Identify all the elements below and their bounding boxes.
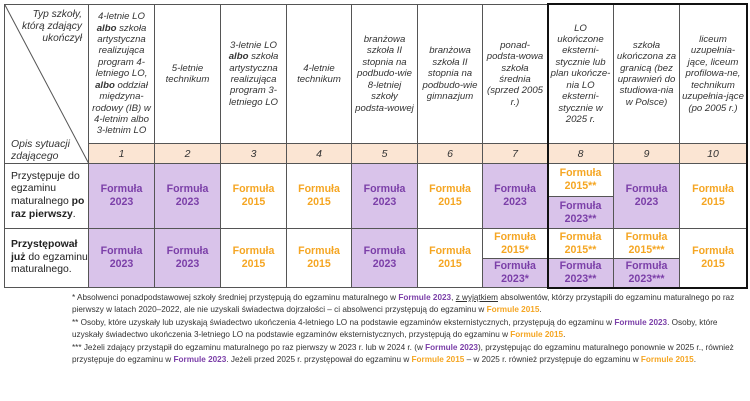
formula-label: Formuła 2015: [429, 245, 471, 270]
formula-label: Formuła 2023: [625, 183, 668, 208]
formula-label: Formuła 2023: [166, 245, 209, 270]
formula-label: Formuła 2015: [429, 183, 471, 208]
column-number-4: 4: [287, 144, 352, 164]
column-number-9: 9: [614, 144, 680, 164]
formula-cell-r2-c2: [155, 229, 221, 288]
formula-cell-r2-c9-2015: [614, 229, 680, 259]
formula-label: Formuła 2015**: [559, 230, 602, 256]
corner-top-label: Typ szkoły, którą zdający ukończył: [21, 9, 82, 44]
formula-cell-r1-c9: [614, 164, 680, 229]
column-header-3: 3-letnie LO albo szkoła artystyczna realizująca program 3-letniego LO: [221, 4, 287, 144]
formula-cell-r2-c10: [680, 229, 747, 288]
footnote-2: ** Osoby, które uzyskały lub uzyskają świadectwo ukończenia 4-letniego LO na podstawie egzaminów eksternistycznych, przystępują do egzaminu w Formule 2023. Osoby, które uzyskały świadectwo ukończenia 3-letniego LO na podstawie egzaminów eksternistycznych, przystępują do egzaminu w Formule 2015.: [72, 317, 718, 340]
footnote-3: *** Jeżeli zdający przystąpił do egzaminu maturalnego po raz pierwszy w 2023 r. lub w 2024 r. (w Formule 2023), przystępując do egzaminu maturalnego ponownie w 2025 r., również przystępuje do egzaminu w Formule 2023. Jeżeli przed 2025 r. przystępował do egzaminu w Formule 2015 – w 2025 r. również przystępuje do egzaminu w Formule 2015.: [72, 342, 734, 365]
row-label-repeat: Przystępował już do egzaminu maturalnego.: [4, 229, 89, 288]
matura-formula-table: [4, 4, 747, 288]
row-label-first-time: Przystępuje do egzaminu maturalnego po raz pierwszy.: [4, 164, 89, 229]
formula-label: Formuła 2023**: [559, 199, 602, 225]
emphasis-po-raz-pierwszy: po raz pierwszy: [11, 196, 85, 220]
formula-label: Formuła 2023: [100, 245, 143, 270]
column-header-8: LO ukończone eksterni-stycznie lub plan ukończe-nia LO eksterni-stycznie w 2025 r.: [548, 4, 614, 144]
formula-cell-r1-c6: [418, 164, 483, 229]
formula-label: Formuła 2015: [298, 183, 340, 208]
footnotes: [72, 292, 742, 366]
formula-label: Formuła 2015: [692, 245, 734, 270]
formula-label: Formuła 2023***: [625, 260, 668, 285]
column-number-6: 6: [418, 144, 483, 164]
formula-label: Formuła 2015: [298, 245, 340, 270]
column-header-6: branżowa szkoła II stopnia na podbudo-wie gimnazjum: [418, 4, 483, 144]
column-number-10: 10: [680, 144, 747, 164]
column-number-5: 5: [352, 144, 418, 164]
column-number-1: 1: [89, 144, 155, 164]
formula-label: Formuła 2023**: [559, 260, 602, 285]
formula-cell-r2-c5: [352, 229, 418, 288]
column-header-2: 5-letnie technikum: [155, 4, 221, 144]
column-header-9: szkoła ukończona za granicą (bez uprawnień do studiowa-nia w Polsce): [614, 4, 680, 144]
formula-cell-r1-c10: [680, 164, 747, 229]
formula-cell-r1-c5: [352, 164, 418, 229]
formula-label: Formuła 2015: [232, 245, 275, 270]
formula-label: Formuła 2023: [494, 183, 536, 208]
formula-cell-r2-c7-2015: [483, 229, 548, 259]
formula-cell-r1-c1: [89, 164, 155, 229]
corner-bottom-label: Opis sytuacji zdającego: [11, 139, 70, 162]
formula-label: Formuła 2023: [363, 245, 406, 270]
formula-label: Formuła 2023*: [494, 260, 536, 285]
formula-label: Formuła 2015: [692, 183, 734, 208]
formula-cell-r2-c1: [89, 229, 155, 288]
formula-label: Formuła 2015: [232, 183, 275, 208]
formula-label: Formuła 2023: [363, 183, 406, 208]
formula-label: Formuła 2015*: [494, 230, 536, 256]
column-number-3: 3: [221, 144, 287, 164]
column-number-7: 7: [483, 144, 548, 164]
column-header-1: 4-letnie LO albo szkoła artystyczna realizująca program 4-letniego LO, albo oddział międzyna-rodowy (IB) w 4-letnim albo 3-letnim LO: [89, 4, 155, 144]
formula-label: Formuła 2015**: [559, 167, 602, 192]
formula-label: Formuła 2023: [166, 183, 209, 208]
column-header-4: 4-letnie technikum: [287, 4, 352, 144]
formula-label: Formuła 2023: [100, 183, 143, 208]
formula-cell-r1-c8-2023: [548, 197, 614, 229]
emphasis-przystepowal-juz: Przystępował już: [11, 239, 78, 263]
footnote-1: * Absolwenci ponadpodstawowej szkoły średniej przystępują do egzaminu maturalnego w Formule 2023, z wyjątkiem absolwentów, którzy przystąpili do egzaminu maturalnego po raz pierwszy w latach 2020–2022, ale nie uzyskali świadectwa dojrzałości – ci absolwenci przystępują do egzaminu w Formule 2015.: [72, 293, 735, 315]
formula-cell-r2-c4: [287, 229, 352, 288]
formula-cell-r1-c7: [483, 164, 548, 229]
formula-cell-r2-c6: [418, 229, 483, 288]
column-header-10: liceum uzupełnia-jące, liceum profilowa-ne, technikum uzupełnia-jące (po 2005 r.): [680, 4, 747, 144]
formula-cell-r1-c2: [155, 164, 221, 229]
corner-header-cell: [4, 4, 89, 164]
column-number-8: 8: [548, 144, 614, 164]
column-number-2: 2: [155, 144, 221, 164]
formula-cell-r2-c3: [221, 229, 287, 288]
column-header-5: branżowa szkoła II stopnia na podbudo-wie 8-letniej szkoły podsta-wowej: [352, 4, 418, 144]
formula-cell-r2-c8-2023: [548, 259, 614, 288]
formula-cell-r2-c8-2015: [548, 229, 614, 259]
formula-label: Formuła 2015***: [625, 230, 668, 256]
formula-cell-r1-c3: [221, 164, 287, 229]
formula-cell-r1-c4: [287, 164, 352, 229]
formula-cell-r2-c7-2023: [483, 259, 548, 288]
formula-cell-r2-c9-2023: [614, 259, 680, 288]
formula-cell-r1-c8-2015: [548, 164, 614, 197]
column-header-7: ponad-podsta-wowa szkoła średnia (sprzed 2005 r.): [483, 4, 548, 144]
